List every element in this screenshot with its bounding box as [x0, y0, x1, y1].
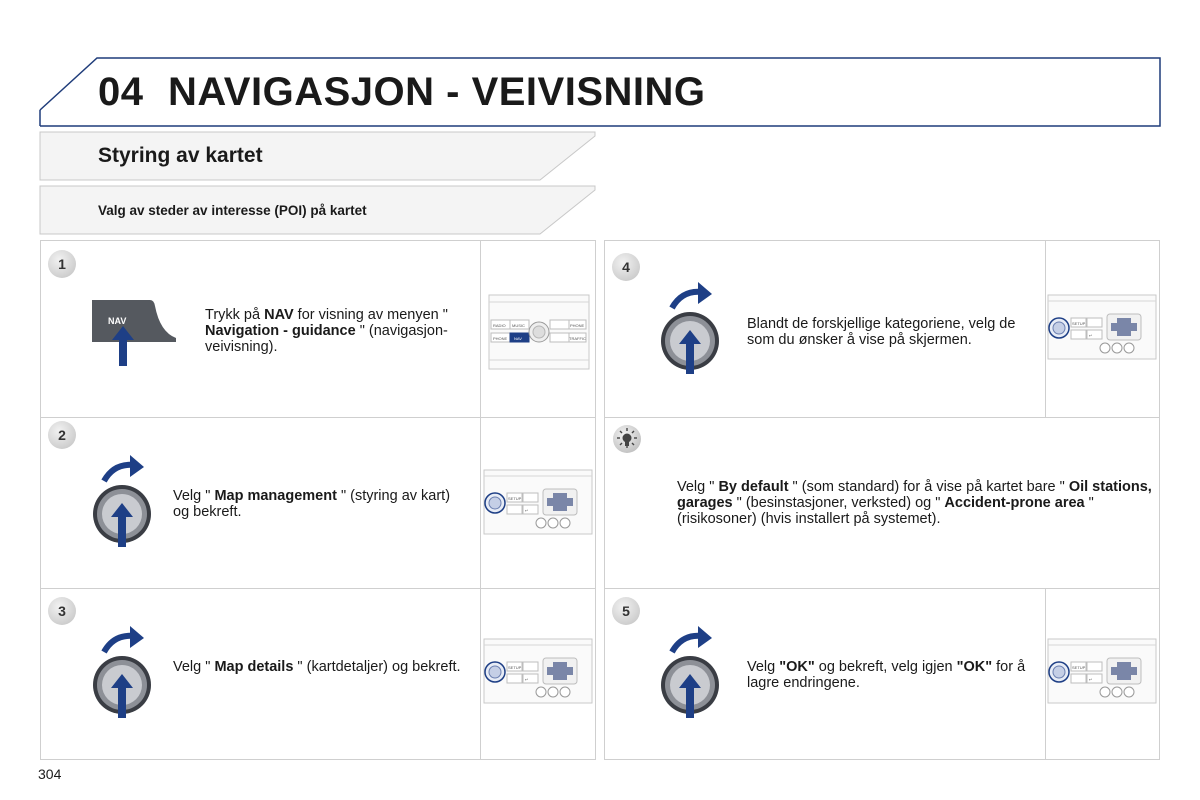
svg-text:RADIO: RADIO — [493, 323, 506, 328]
step-badge-3: 3 — [48, 597, 76, 625]
svg-text:↵: ↵ — [525, 677, 529, 682]
step-2-text: Velg " Map management " (styring av kart) og bekreft. — [173, 488, 451, 520]
tip-text: Velg " By default " (som standard) for å vise på kartet bare " Oil stations, garages " (besinstasjoner, verksted) og " Accident-prone area " (risikosoner) (hvis installert på systemet). — [677, 479, 1152, 527]
svg-text:SETUP: SETUP — [508, 496, 522, 501]
nav-button-label: NAV — [108, 316, 127, 326]
svg-text:↵: ↵ — [1089, 333, 1093, 338]
svg-text:↵: ↵ — [525, 508, 529, 513]
svg-text:↵: ↵ — [1089, 677, 1093, 682]
svg-text:PHONE: PHONE — [493, 336, 508, 341]
step-3-text: Velg " Map details " (kartdetaljer) og bekreft. — [173, 659, 461, 675]
radio-panel-setup-illustration — [483, 638, 593, 704]
step-badge-5: 5 — [612, 597, 640, 625]
tip-lightbulb-icon — [612, 424, 642, 454]
step-badge-1: 1 — [48, 250, 76, 278]
chapter-number: 04 — [98, 70, 144, 114]
step-1-text: Trykk på NAV for visning av menyen " Navigation - guidance " (navigasjon-veivisning). — [205, 307, 448, 355]
row-divider — [604, 588, 1160, 589]
page-number: 304 — [38, 766, 62, 782]
rotary-knob-icon — [88, 626, 160, 721]
svg-text:MUSIC: MUSIC — [512, 323, 525, 328]
step-badge-2: 2 — [48, 421, 76, 449]
svg-text:SETUP: SETUP — [1072, 321, 1086, 326]
radio-panel-nav-illustration — [488, 294, 590, 370]
nav-button-icon — [88, 296, 180, 368]
section-title: Styring av kartet — [98, 144, 263, 167]
step-badge-4: 4 — [612, 253, 640, 281]
row-divider — [604, 417, 1160, 418]
step-5-text: Velg "OK" og bekreft, velg igjen "OK" for å lagre endringene. — [747, 659, 1026, 691]
row-divider — [40, 417, 596, 418]
column-divider — [1045, 240, 1046, 417]
radio-panel-setup-illustration — [483, 469, 593, 535]
radio-panel-setup-illustration — [1047, 638, 1157, 704]
subsection-title: Valg av steder av interesse (POI) på kartet — [98, 203, 367, 218]
svg-text:TRAFFIC: TRAFFIC — [569, 336, 586, 341]
svg-text:SETUP: SETUP — [508, 665, 522, 670]
rotary-knob-icon — [656, 626, 728, 721]
radio-panel-setup-illustration — [1047, 294, 1157, 360]
chapter-title: NAVIGASJON - VEIVISNING — [168, 70, 706, 114]
svg-text:PHONE: PHONE — [570, 323, 585, 328]
rotary-knob-icon — [656, 282, 728, 377]
column-divider — [480, 240, 481, 760]
step-4-text: Blandt de forskjellige kategoriene, velg de som du ønsker å vise på skjermen. — [747, 316, 1016, 348]
column-divider — [1045, 588, 1046, 760]
svg-text:NAV: NAV — [514, 336, 522, 341]
rotary-knob-icon — [88, 455, 160, 550]
row-divider — [40, 588, 596, 589]
svg-text:SETUP: SETUP — [1072, 665, 1086, 670]
